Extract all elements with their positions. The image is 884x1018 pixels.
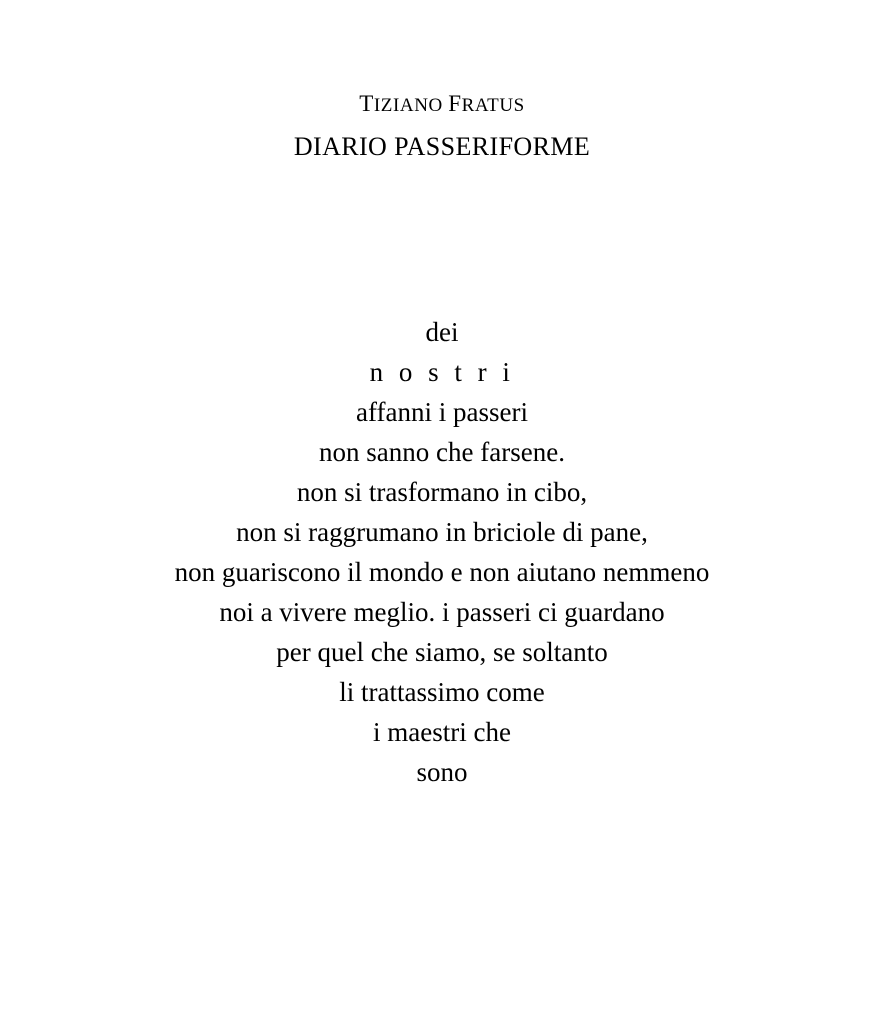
- poem-line: n o s t r i: [369, 357, 515, 388]
- poem-line: non sanno che farsene.: [319, 437, 565, 468]
- poem-line: dei: [425, 317, 459, 348]
- poem-body: [0, 312, 884, 792]
- poem-line: affanni i passeri: [356, 397, 528, 428]
- poem-line: li trattassimo come: [339, 677, 545, 708]
- document-header: [0, 0, 884, 162]
- poem-line: non si trasformano in cibo,: [296, 477, 588, 508]
- author-name: [0, 92, 884, 115]
- author-initial-second: F: [448, 91, 462, 116]
- poem-line: non guariscono il mondo e non aiutano nemmeno: [174, 557, 710, 588]
- poem-line: sono: [416, 757, 468, 788]
- page-title: DIARIO PASSERIFORME: [293, 132, 591, 161]
- author-surname-rest: RATUS: [461, 95, 525, 116]
- poem-line: i maestri che: [373, 717, 511, 748]
- poem-line: noi a vivere meglio. i passeri ci guardano: [219, 597, 665, 628]
- poem-line: per quel che siamo, se soltanto: [276, 637, 608, 668]
- author-initial-first: T: [359, 91, 374, 116]
- author-name-rest: IZIANO: [373, 95, 449, 116]
- poem-line: non si raggrumano in briciole di pane,: [236, 517, 648, 548]
